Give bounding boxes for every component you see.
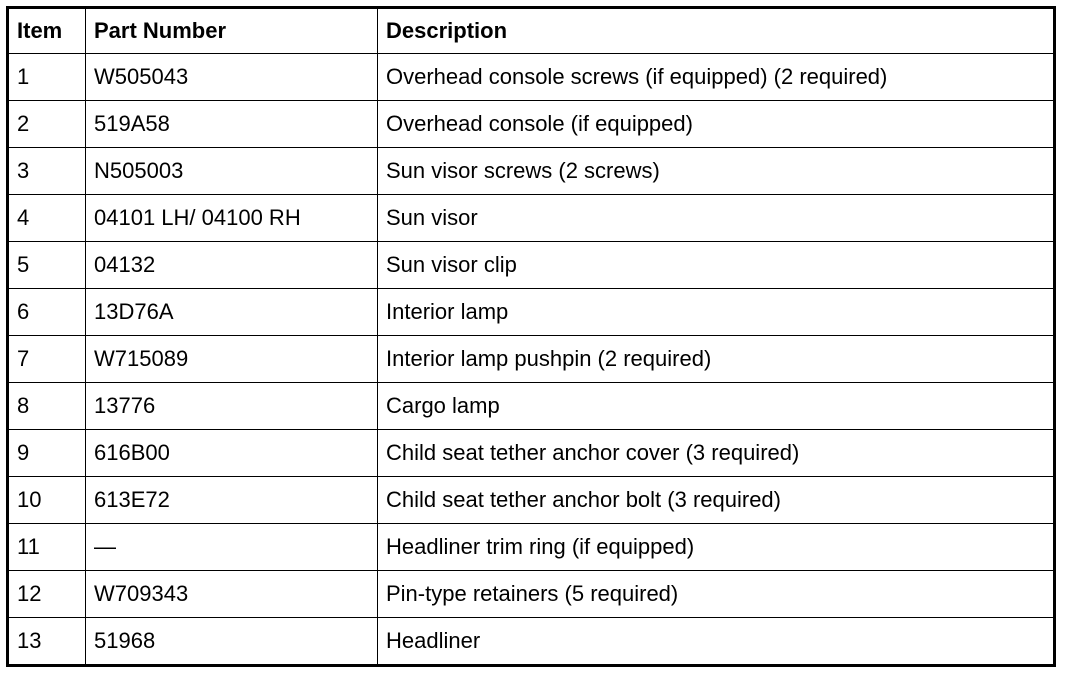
cell-item: 10 [8,477,86,524]
table-row [8,383,1055,430]
table-row [8,336,1055,383]
cell-item: 1 [8,54,86,101]
cell-item: 8 [8,383,86,430]
cell-part-number: 519A58 [86,101,378,148]
table-row [8,195,1055,242]
cell-description: Interior lamp [378,289,1055,336]
table-row [8,477,1055,524]
table-body [8,54,1055,666]
cell-description: Sun visor [378,195,1055,242]
cell-part-number: W709343 [86,571,378,618]
cell-item: 4 [8,195,86,242]
table-row [8,571,1055,618]
cell-description: Overhead console (if equipped) [378,101,1055,148]
cell-part-number: N505003 [86,148,378,195]
cell-item: 12 [8,571,86,618]
table-row [8,148,1055,195]
cell-description: Pin-type retainers (5 required) [378,571,1055,618]
cell-part-number: 13D76A [86,289,378,336]
cell-item: 2 [8,101,86,148]
cell-description: Child seat tether anchor cover (3 required) [378,430,1055,477]
header-row [8,8,1055,54]
parts-table [6,6,1056,667]
cell-part-number: 51968 [86,618,378,666]
cell-part-number: 04132 [86,242,378,289]
cell-description: Headliner trim ring (if equipped) [378,524,1055,571]
cell-description: Overhead console screws (if equipped) (2 required) [378,54,1055,101]
table-row [8,54,1055,101]
cell-item: 13 [8,618,86,666]
cell-part-number: W715089 [86,336,378,383]
cell-description: Child seat tether anchor bolt (3 required) [378,477,1055,524]
cell-item: 9 [8,430,86,477]
cell-item: 7 [8,336,86,383]
table-row [8,618,1055,666]
column-header-item: Item [8,8,86,54]
cell-item: 11 [8,524,86,571]
cell-part-number: 616B00 [86,430,378,477]
table-row [8,101,1055,148]
column-header-description: Description [378,8,1055,54]
cell-part-number: 613E72 [86,477,378,524]
cell-part-number: 04101 LH/ 04100 RH [86,195,378,242]
cell-description: Interior lamp pushpin (2 required) [378,336,1055,383]
column-header-part-number: Part Number [86,8,378,54]
table-row [8,524,1055,571]
table-row [8,289,1055,336]
cell-part-number: W505043 [86,54,378,101]
table-row [8,430,1055,477]
table-row [8,242,1055,289]
cell-part-number: 13776 [86,383,378,430]
cell-description: Sun visor screws (2 screws) [378,148,1055,195]
cell-description: Sun visor clip [378,242,1055,289]
cell-description: Headliner [378,618,1055,666]
cell-part-number: — [86,524,378,571]
cell-description: Cargo lamp [378,383,1055,430]
cell-item: 5 [8,242,86,289]
cell-item: 3 [8,148,86,195]
cell-item: 6 [8,289,86,336]
